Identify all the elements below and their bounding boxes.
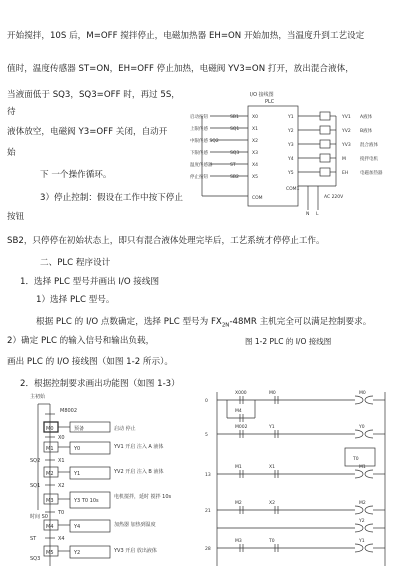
input-term: X3 bbox=[252, 151, 258, 156]
para-line-1: 开始搅拌，10S 后，M=OFF 搅拌停止，电磁加热器 EH=ON 开始加热，当温度升到工艺设定 bbox=[7, 31, 365, 41]
ladder-diagram bbox=[205, 390, 395, 566]
ladder-coil: Y1 bbox=[359, 539, 365, 544]
io-title: I/O 接线图 bbox=[250, 92, 274, 98]
input-term: X4 bbox=[252, 163, 258, 168]
output-term: Y5 bbox=[288, 171, 294, 176]
sfc-side-label: 时间 S0 bbox=[30, 514, 48, 520]
input-dev: SB1 bbox=[230, 115, 239, 120]
output-dev: YV1 bbox=[342, 115, 351, 120]
plc-label: PLC bbox=[265, 99, 275, 105]
output-label: B液体 bbox=[360, 129, 373, 134]
sfc-transition: SQ1 bbox=[30, 483, 41, 489]
input-label: 中限传感 SQ2 bbox=[190, 139, 219, 144]
subsection-heading-1: 1．选择 PLC 型号并画出 I/O 接线图 bbox=[20, 277, 160, 287]
com1-label: COM1 bbox=[286, 187, 300, 192]
sfc-action: 预备 bbox=[74, 426, 85, 432]
ladder-contact: M002 bbox=[235, 425, 248, 430]
sfc-action: Y1 bbox=[74, 471, 81, 477]
output-term: Y4 bbox=[288, 157, 294, 162]
rung-number: 13 bbox=[205, 473, 211, 478]
sfc-step: M0 bbox=[46, 426, 54, 432]
ladder-coil: Y2 bbox=[359, 519, 365, 524]
sfc-action: Y3 T0 10s bbox=[74, 498, 99, 504]
para-line-3: 当液面低于 SQ3，SQ3=OFF 时，再过 5S， bbox=[7, 90, 180, 100]
output-term: Y3 bbox=[288, 143, 294, 148]
input-label: 停止按钮 bbox=[190, 175, 208, 180]
rung-number: 5 bbox=[205, 433, 208, 438]
sfc-action: Y4 bbox=[74, 524, 81, 530]
input-dev: SQ3 bbox=[230, 151, 240, 156]
ladder-contact: Y1 bbox=[269, 425, 275, 430]
sfc-transition: X1 bbox=[58, 458, 65, 464]
ladder-contact: M1 bbox=[235, 465, 242, 470]
input-dev: SQ1 bbox=[230, 127, 240, 132]
input-term: X2 bbox=[252, 139, 258, 144]
para-line-9: 按钮 bbox=[7, 212, 25, 222]
plc-model-sub: 2N bbox=[221, 322, 230, 329]
sfc-transition: X2 bbox=[58, 483, 65, 489]
para-io-diagram: 画出 PLC 的 I/O 接线图（如图 1-2 所示）。 bbox=[7, 357, 174, 367]
ladder-contact: M0 bbox=[269, 391, 276, 396]
sfc-step: M2 bbox=[46, 471, 54, 477]
sfc-step: M4 bbox=[46, 524, 54, 530]
output-dev: YV2 bbox=[342, 129, 351, 134]
sfc-transition: X0 bbox=[58, 435, 65, 441]
ladder-contact: X1 bbox=[269, 465, 275, 470]
input-label: 下限传感 bbox=[190, 151, 208, 156]
ladder-coil: M0 bbox=[359, 391, 366, 396]
sfc-title: 主初始 bbox=[30, 394, 46, 400]
sfc-m8002: M8002 bbox=[60, 408, 78, 414]
sfc-action: Y0 bbox=[74, 446, 81, 452]
sfc-function-chart bbox=[30, 390, 180, 566]
ladder-contact: X000 bbox=[235, 391, 247, 396]
input-dev: ST bbox=[230, 163, 236, 168]
sfc-note: 电机搅拌，延时 搅拌 10s bbox=[114, 494, 172, 500]
sfc-transition: X4 bbox=[58, 536, 65, 542]
output-label: 电磁加热器 bbox=[360, 171, 383, 176]
input-term: X0 bbox=[252, 115, 258, 120]
ladder-contact: M3 bbox=[235, 539, 242, 544]
rung-number: 28 bbox=[205, 547, 211, 552]
ladder-contact: X2 bbox=[269, 501, 275, 506]
output-dev: M bbox=[342, 157, 346, 162]
input-term: X1 bbox=[252, 127, 258, 132]
step-heading-1: 1）选择 PLC 型号。 bbox=[36, 295, 115, 305]
n-label: N bbox=[306, 212, 310, 216]
l-label: L bbox=[316, 212, 319, 216]
ladder-coil: M2 bbox=[359, 501, 366, 506]
output-term: Y1 bbox=[288, 115, 294, 120]
output-label: 搅拌电机 bbox=[360, 157, 378, 162]
sfc-note: 加热器 加热到温度 bbox=[114, 522, 156, 528]
rung-number: 21 bbox=[205, 509, 211, 514]
sfc-step: M5 bbox=[46, 550, 54, 556]
para-line-6: 始 bbox=[7, 148, 16, 158]
io-wiring-diagram bbox=[190, 86, 395, 216]
step-heading-2: 2）确定 PLC 的输入信号和输出负载， bbox=[7, 336, 155, 346]
para-line-8: 3）停止控制：假设在工作中按下停止 bbox=[40, 193, 183, 203]
para-line-7: 下 一个操作循环。 bbox=[40, 170, 112, 180]
plc-model-tail: -48MR 主机完全可以满足控制要求。 bbox=[229, 317, 372, 327]
para-line-2: 值时，温度传感器 ST=ON，EH=OFF 停止加热，电磁阀 YV3=ON 打开，放出混合液体， bbox=[7, 64, 354, 74]
sfc-note: 启动 停止 bbox=[114, 426, 136, 432]
com-in-label: COM bbox=[252, 196, 263, 201]
rung-number: 0 bbox=[205, 399, 208, 404]
output-dev: YV3 bbox=[342, 143, 351, 148]
ac-label: AC 220V bbox=[324, 195, 344, 200]
output-dev: EH bbox=[342, 171, 349, 176]
sfc-step: M1 bbox=[46, 446, 54, 452]
input-dev: SB2 bbox=[230, 175, 239, 180]
input-label: 上限传感 bbox=[190, 127, 208, 132]
sfc-transition: T0 bbox=[58, 510, 65, 516]
sfc-side-label: SQ3 bbox=[30, 556, 41, 562]
ladder-contact: T0 bbox=[269, 539, 275, 544]
sfc-step: M3 bbox=[46, 498, 54, 504]
para-plc-model bbox=[36, 317, 371, 332]
para-line-5: 液体放空，电磁阀 Y3=OFF 关闭，自动开 bbox=[7, 127, 168, 137]
section-heading: 二、PLC 程序设计 bbox=[40, 258, 111, 268]
input-term: X5 bbox=[252, 175, 258, 180]
plc-model-text: 根据 PLC 的 I/O 点数确定，选择 PLC 型号为 FX bbox=[36, 317, 222, 327]
subsection-heading-2: 2．根据控制要求画出功能图（如图 1-3） bbox=[20, 379, 180, 389]
sfc-action: Y2 bbox=[74, 550, 81, 556]
sfc-transition: SQ2 bbox=[30, 458, 41, 464]
sfc-note: YV3 开启 放出液体 bbox=[114, 548, 157, 554]
output-term: Y2 bbox=[288, 129, 294, 134]
ladder-coil: Y0 bbox=[359, 425, 365, 430]
sfc-note: YV1 开启 注入 A 液体 bbox=[114, 444, 164, 450]
output-label: 混合液体 bbox=[360, 143, 378, 148]
ladder-coil: T0 bbox=[353, 457, 359, 462]
sfc-note: YV2 开启 注入 B 液体 bbox=[114, 469, 164, 475]
ladder-coil: M1 bbox=[359, 465, 366, 470]
ladder-contact: M4 bbox=[235, 409, 242, 414]
figure-caption: 图 1-2 PLC 的 I/O 接线图 bbox=[245, 337, 332, 346]
para-line-4: 待 bbox=[7, 107, 16, 117]
output-label: A液体 bbox=[360, 115, 373, 120]
input-label: 温度传感器 bbox=[190, 163, 213, 168]
para-line-10: SB2，只停停在初始状态上，即只有混合液体处理完毕后，工艺系统才停停止工作。 bbox=[7, 236, 325, 246]
ladder-contact: M2 bbox=[235, 501, 242, 506]
sfc-transition: ST bbox=[30, 536, 37, 542]
input-label: 启动按钮 bbox=[190, 115, 208, 120]
